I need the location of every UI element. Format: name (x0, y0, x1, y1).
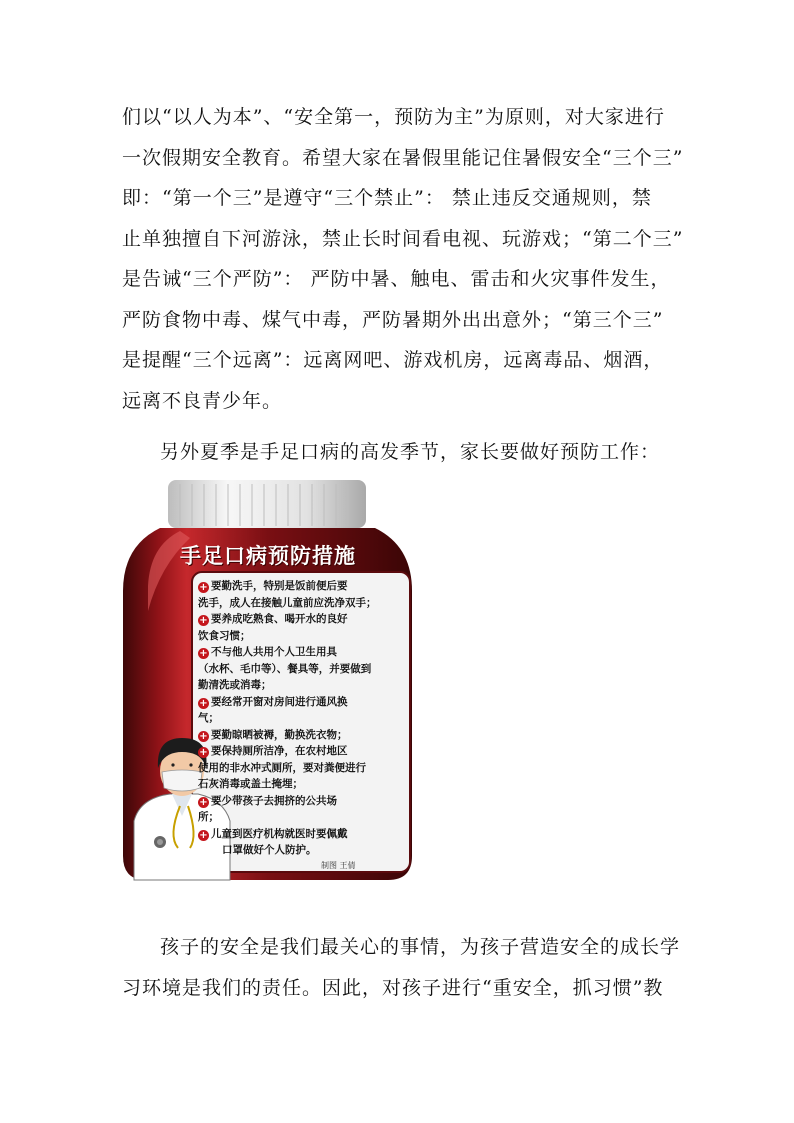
text-line: 习环境是我们的责任。因此，对孩子进行“重安全，抓习惯”教 (122, 976, 664, 999)
prevention-list (198, 578, 404, 859)
plus-bullet-icon: + (199, 582, 208, 593)
hfmd-intro-paragraph (122, 432, 682, 473)
text-line: 远离不良青少年。 (122, 389, 283, 412)
plus-bullet-icon: + (199, 829, 208, 841)
list-item: + 要少带孩子去拥挤的公共场 所； (198, 794, 337, 823)
closing-paragraph (122, 927, 682, 1008)
text-line: 止单独擅自下河游泳，禁止长时间看电视、玩游戏；“第二个三” (122, 227, 684, 250)
text-line: 即：“第一个三”是遵守“三个禁止”： 禁止违反交通规则，禁 (122, 187, 652, 209)
text-line: 一次假期安全教育。希望大家在暑假里能记住暑假安全“三个三” (122, 146, 684, 169)
poster-credit: 制图 王倩 (321, 861, 356, 870)
plus-bullet-icon: + (199, 796, 208, 808)
list-item: + 不与他人共用个人卫生用具 （水杯、毛巾等）、餐具等，并要做到 勤清洗或消毒； (198, 646, 372, 691)
safety-paragraph (122, 97, 682, 421)
list-item: + 要经常开窗对房间进行通风换 气； (198, 695, 348, 724)
text-line: 另外夏季是手足口病的高发季节，家长要做好预防工作： (160, 441, 661, 463)
text-line: 是告诫“三个严防”： 严防中暑、触电、雷击和火灾事件发生， (122, 268, 671, 290)
plus-bullet-icon: + (199, 615, 208, 626)
text-line: 是提醒“三个远离”：远离网吧、游戏机房，远离毒品、烟酒， (122, 349, 664, 371)
plus-bullet-icon: + (199, 697, 208, 709)
list-item: + 要勤洗手，特别是饭前便后要 洗手，成人在接触儿童前应洗净双手； (198, 580, 377, 609)
poster-title: 手足口病预防措施 (180, 544, 356, 568)
plus-bullet-icon: + (199, 648, 208, 659)
list-item: + 儿童到医疗机构就医时要佩戴 口罩做好个人防护。 (199, 827, 348, 856)
list-item: + 要保持厕所洁净，在农村地区 使用的非水冲式厕所，要对粪便进行 石灰消毒或盖土掩埋； (198, 745, 366, 790)
text-line: 孩子的安全是我们最关心的事情，为孩子营造安全的成长学 (160, 936, 681, 958)
hfmd-prevention-poster (120, 476, 415, 882)
plus-bullet-icon: + (199, 730, 208, 742)
list-item: + 要养成吃熟食、喝开水的良好 饮食习惯； (198, 613, 348, 642)
list-item: + 要勤晾晒被褥，勤换洗衣物； (199, 728, 348, 742)
text-line: 严防食物中毒、煤气中毒，严防暑期外出出意外；“第三个三” (122, 308, 664, 331)
text-line: 们以“以人为本”、“安全第一，预防为主”为原则，对大家进行 (122, 106, 665, 128)
plus-bullet-icon: + (199, 747, 208, 758)
